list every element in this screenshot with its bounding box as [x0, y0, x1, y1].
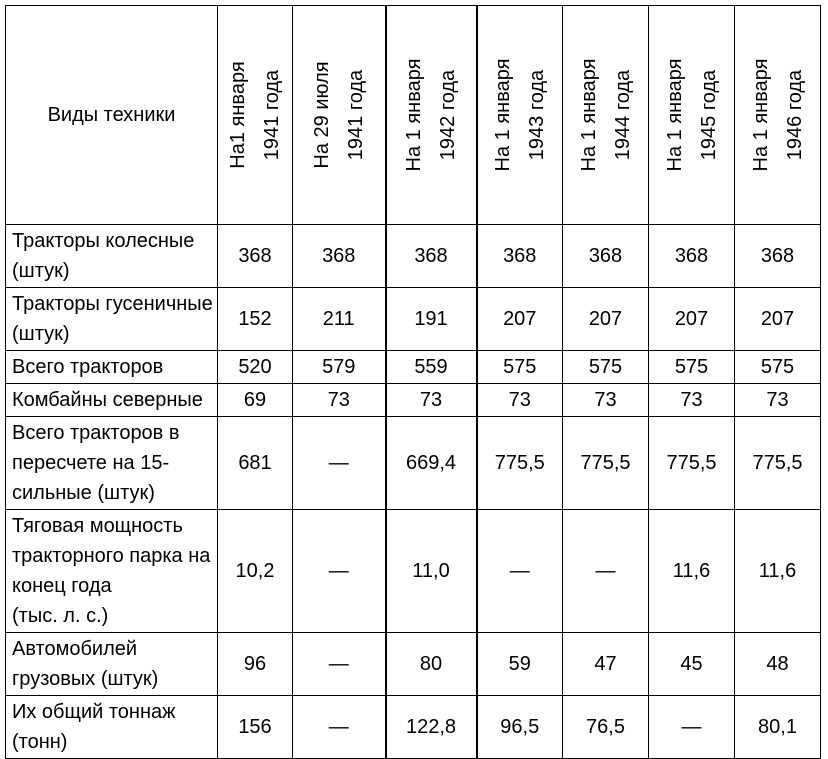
value-cell: — [293, 510, 386, 633]
value-cell: 775,5 [563, 417, 649, 510]
row-label-line: (тонн) [12, 731, 68, 753]
row-label-line: Всего тракторов [12, 356, 164, 378]
value-cell: 96 [218, 633, 293, 696]
value-cell: 73 [293, 384, 386, 417]
date-header [386, 6, 477, 225]
date-header-line2: 1944 года [611, 69, 634, 161]
value-cell: 73 [477, 384, 563, 417]
value-cell: 575 [649, 351, 735, 384]
row-label-line: (штук) [12, 260, 70, 282]
value-cell: 73 [563, 384, 649, 417]
value-cell: 575 [735, 351, 821, 384]
row-label [6, 351, 218, 384]
value-cell: 80 [386, 633, 477, 696]
row-label [6, 288, 218, 351]
date-header-line2: 1941 года [344, 69, 367, 161]
date-header [218, 6, 293, 225]
date-header-line1: На1 января [227, 61, 249, 169]
header-row [6, 6, 821, 225]
row-label-line: Автомобилей [12, 638, 138, 660]
table-wrapper [5, 5, 821, 759]
value-cell: 775,5 [477, 417, 563, 510]
value-cell: 368 [735, 225, 821, 288]
date-header-line2: 1943 года [525, 69, 548, 161]
date-header-line1: На 1 января [491, 58, 514, 172]
value-cell: 681 [218, 417, 293, 510]
date-header-line2: 1945 года [697, 69, 720, 161]
date-header [649, 6, 735, 225]
table-row [6, 288, 821, 351]
date-header-line1: На 1 января [403, 58, 425, 172]
row-label-line: грузовых (штук) [12, 668, 159, 690]
value-cell: — [293, 633, 386, 696]
value-cell: 73 [386, 384, 477, 417]
row-label [6, 225, 218, 288]
value-cell: 775,5 [649, 417, 735, 510]
value-cell: — [293, 417, 386, 510]
value-cell: 11,0 [386, 510, 477, 633]
table-row [6, 510, 821, 633]
row-label-line: Их общий тоннаж [12, 701, 176, 723]
value-cell: 76,5 [563, 696, 649, 759]
table-row [6, 351, 821, 384]
value-cell: 47 [563, 633, 649, 696]
row-label-line: (тыс. л. с.) [12, 605, 109, 627]
date-header-line1: На 1 января [663, 58, 686, 172]
date-header [563, 6, 649, 225]
value-cell: — [649, 696, 735, 759]
value-cell: 96,5 [477, 696, 563, 759]
value-cell: 579 [293, 351, 386, 384]
value-cell: — [563, 510, 649, 633]
value-cell: 73 [649, 384, 735, 417]
date-header-line2: 1941 года [261, 69, 283, 161]
row-label-line: пересчете на 15- [12, 452, 170, 474]
date-header [477, 6, 563, 225]
row-label [6, 384, 218, 417]
value-cell: 207 [649, 288, 735, 351]
value-cell: 59 [477, 633, 563, 696]
equipment-table [5, 5, 821, 759]
date-header-line1: На 1 января [749, 58, 772, 172]
value-cell: 368 [649, 225, 735, 288]
row-label-line: Всего тракторов в [12, 422, 180, 444]
value-cell: 207 [477, 288, 563, 351]
row-label [6, 417, 218, 510]
row-label-line: (штук) [12, 323, 70, 345]
value-cell: 211 [293, 288, 386, 351]
value-cell: 368 [218, 225, 293, 288]
value-cell: 191 [386, 288, 477, 351]
value-cell: 11,6 [649, 510, 735, 633]
table-row [6, 417, 821, 510]
date-header [293, 6, 386, 225]
row-label [6, 696, 218, 759]
value-cell: — [293, 696, 386, 759]
row-label-line: конец года [12, 575, 112, 597]
row-label-line: сильные (штук) [12, 482, 155, 504]
date-header-line2: 1946 года [783, 69, 806, 161]
value-cell: 368 [477, 225, 563, 288]
value-cell: 207 [735, 288, 821, 351]
value-cell: 48 [735, 633, 821, 696]
value-cell: 775,5 [735, 417, 821, 510]
value-cell: 368 [386, 225, 477, 288]
row-label-line: Тяговая мощность [12, 515, 183, 537]
value-cell: 152 [218, 288, 293, 351]
date-header-line1: На 1 января [577, 58, 600, 172]
row-label [6, 633, 218, 696]
date-header [735, 6, 821, 225]
value-cell: 669,4 [386, 417, 477, 510]
row-label [6, 510, 218, 633]
table-row [6, 225, 821, 288]
row-label-line: тракторного парка на [12, 545, 211, 567]
date-header-line2: 1942 года [437, 69, 459, 161]
value-cell: 207 [563, 288, 649, 351]
row-label-line: Комбайны северные [12, 389, 203, 411]
value-cell: 122,8 [386, 696, 477, 759]
table-row [6, 633, 821, 696]
category-header [6, 6, 218, 225]
category-header-label: Виды техники [47, 103, 176, 126]
value-cell: 368 [563, 225, 649, 288]
row-label-line: Тракторы колесные [12, 230, 195, 252]
value-cell: 45 [649, 633, 735, 696]
table-row [6, 384, 821, 417]
value-cell: 10,2 [218, 510, 293, 633]
date-header-line1: На 29 июля [310, 61, 333, 169]
value-cell: 559 [386, 351, 477, 384]
value-cell: 11,6 [735, 510, 821, 633]
value-cell: 80,1 [735, 696, 821, 759]
value-cell: 69 [218, 384, 293, 417]
row-label-line: Тракторы гусеничные [12, 293, 213, 315]
value-cell: 575 [563, 351, 649, 384]
table-row [6, 696, 821, 759]
value-cell: — [477, 510, 563, 633]
value-cell: 575 [477, 351, 563, 384]
value-cell: 368 [293, 225, 386, 288]
value-cell: 520 [218, 351, 293, 384]
value-cell: 156 [218, 696, 293, 759]
value-cell: 73 [735, 384, 821, 417]
